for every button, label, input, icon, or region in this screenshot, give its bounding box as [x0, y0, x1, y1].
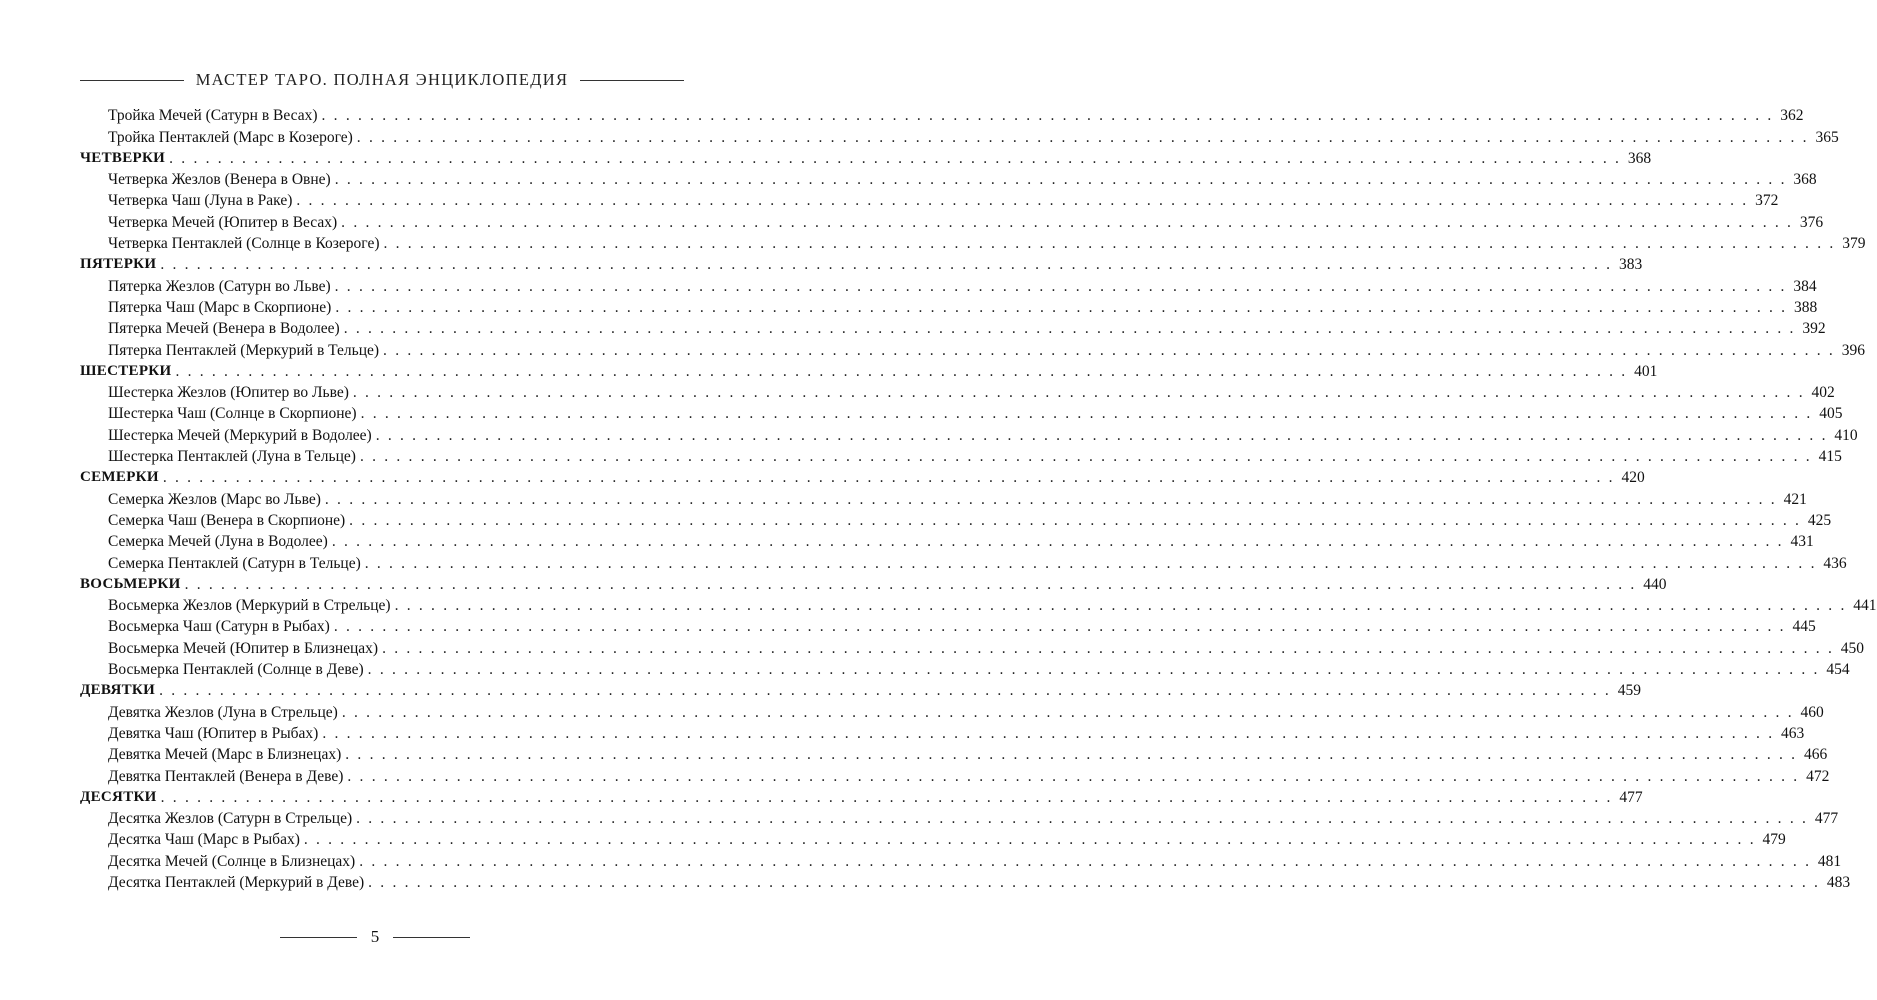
toc-page-number: 401: [1634, 362, 1658, 380]
toc-entry-title: Восьмерка Жезлов (Меркурий в Стрельце): [108, 597, 391, 615]
toc-section-heading: [80, 466, 1645, 487]
toc-entry-title: Четверка Мечей (Юпитер в Весах): [108, 213, 338, 231]
toc-page-number: 472: [1806, 767, 1830, 785]
toc-entry-title: ЧЕТВЕРКИ: [80, 149, 166, 166]
toc-page-number: 384: [1793, 277, 1817, 295]
toc-page-number: 454: [1826, 661, 1850, 679]
dot-leader: . . . . . . . . . . . . . . . . . . . . . . . . . . . . . . . . . . . . . . . . . . . . . . . . . . . . . . . . . . . . . . . . . . . . . . . . . . . . . . . . . . . . . . . . . . . . . . . . . . . . . . . . . . . . . . . . . . . . . . . .: [352, 384, 1805, 402]
toc-page-number: 365: [1815, 128, 1839, 146]
toc-page-number: 362: [1780, 107, 1804, 125]
toc-entry-title: Десятка Жезлов (Сатурн в Стрельце): [108, 810, 353, 828]
toc-entry-title: Девятка Жезлов (Луна в Стрельце): [108, 703, 338, 721]
dot-leader: . . . . . . . . . . . . . . . . . . . . . . . . . . . . . . . . . . . . . . . . . . . . . . . . . . . . . . . . . . . . . . . . . . . . . . . . . . . . . . . . . . . . . . . . . . . . . . . . . . . . . . . . . . . . . . . . . . . . . . . .: [382, 639, 1835, 657]
toc-page-number: 376: [1799, 213, 1824, 231]
toc-entry: [80, 743, 1828, 764]
dot-leader: . . . . . . . . . . . . . . . . . . . . . . . . . . . . . . . . . . . . . . . . . . . . . . . . . . . . . . . . . . . . . . . . . . . . . . . . . . . . . . . . . . . . . . . . . . . . . . . . . . . . . . . . . . . . . . . . . . . . . . . .: [360, 405, 1813, 423]
toc-entry: [80, 274, 1817, 295]
toc-entry-title: Четверка Жезлов (Венера в Овне): [108, 171, 331, 189]
toc-page-number: 445: [1792, 618, 1816, 636]
footer-rule-right: [393, 937, 470, 938]
toc-entry: [80, 551, 1847, 572]
toc-page-number: 392: [1802, 320, 1826, 338]
toc-page-number: 460: [1800, 703, 1824, 721]
toc-entry-title: Девятка Мечей (Марс в Близнецах): [108, 746, 342, 764]
dot-leader: . . . . . . . . . . . . . . . . . . . . . . . . . . . . . . . . . . . . . . . . . . . . . . . . . . . . . . . . . . . . . . . . . . . . . . . . . . . . . . . . . . . . . . . . . . . . . . . . . . . . . . . . . . . . . . . . . . . . . . . .: [359, 852, 1812, 870]
header-rule-left: [80, 80, 184, 81]
dot-leader: . . . . . . . . . . . . . . . . . . . . . . . . . . . . . . . . . . . . . . . . . . . . . . . . . . . . . . . . . . . . . . . . . . . . . . . . . . . . . . . . . . . . . . . . . . . . . . . . . . . . . . . . . . . . . . . . . . . . . . . .: [333, 618, 1786, 636]
dot-leader: . . . . . . . . . . . . . . . . . . . . . . . . . . . . . . . . . . . . . . . . . . . . . . . . . . . . . . . . . . . . . . . . . . . . . . . . . . . . . . . . . . . . . . . . . . . . . . . . . . . . . . . . . . . . . . . . . . . . . . . .: [160, 256, 1613, 274]
page-number: 5: [370, 927, 380, 946]
footer-rule-left: [280, 937, 357, 938]
toc-entry-title: Шестерка Жезлов (Юпитер во Льве): [108, 384, 349, 402]
toc-entry: [80, 509, 1832, 530]
table-of-contents: [80, 104, 1877, 892]
dot-leader: . . . . . . . . . . . . . . . . . . . . . . . . . . . . . . . . . . . . . . . . . . . . . . . . . . . . . . . . . . . . . . . . . . . . . . . . . . . . . . . . . . . . . . . . . . . . . . . . . . . . . . . . . . . . . . . . . . . . . . . .: [184, 575, 1637, 593]
dot-leader: . . . . . . . . . . . . . . . . . . . . . . . . . . . . . . . . . . . . . . . . . . . . . . . . . . . . . . . . . . . . . . . . . . . . . . . . . . . . . . . . . . . . . . . . . . . . . . . . . . . . . . . . . . . . . . . . . . . . . . . .: [368, 873, 1821, 891]
toc-entry-title: Тройка Мечей (Сатурн в Весах): [108, 107, 318, 125]
toc-entry: [80, 700, 1824, 721]
dot-leader: . . . . . . . . . . . . . . . . . . . . . . . . . . . . . . . . . . . . . . . . . . . . . . . . . . . . . . . . . . . . . . . . . . . . . . . . . . . . . . . . . . . . . . . . . . . . . . . . . . . . . . . . . . . . . . . . . . . . . . . .: [334, 171, 1787, 189]
dot-leader: . . . . . . . . . . . . . . . . . . . . . . . . . . . . . . . . . . . . . . . . . . . . . . . . . . . . . . . . . . . . . . . . . . . . . . . . . . . . . . . . . . . . . . . . . . . . . . . . . . . . . . . . . . . . . . . . . . . . . . . .: [383, 341, 1835, 359]
dot-leader: . . . . . . . . . . . . . . . . . . . . . . . . . . . . . . . . . . . . . . . . . . . . . . . . . . . . . . . . . . . . . . . . . . . . . . . . . . . . . . . . . . . . . . . . . . . . . . . . . . . . . . . . . . . . . . . . . . . . . . . .: [160, 788, 1613, 806]
toc-entry-title: Семерка Жезлов (Марс во Льве): [108, 490, 321, 508]
toc-entry: [80, 381, 1835, 402]
dot-leader: . . . . . . . . . . . . . . . . . . . . . . . . . . . . . . . . . . . . . . . . . . . . . . . . . . . . . . . . . . . . . . . . . . . . . . . . . . . . . . . . . . . . . . . . . . . . . . . . . . . . . . . . . . . . . . . . . . . . . . . .: [169, 149, 1622, 167]
dot-leader: . . . . . . . . . . . . . . . . . . . . . . . . . . . . . . . . . . . . . . . . . . . . . . . . . . . . . . . . . . . . . . . . . . . . . . . . . . . . . . . . . . . . . . . . . . . . . . . . . . . . . . . . . . . . . . . . . . . . . . . .: [347, 767, 1800, 785]
dot-leader: . . . . . . . . . . . . . . . . . . . . . . . . . . . . . . . . . . . . . . . . . . . . . . . . . . . . . . . . . . . . . . . . . . . . . . . . . . . . . . . . . . . . . . . . . . . . . . . . . . . . . . . . . . . . . . . . . . . . . . . .: [334, 277, 1787, 295]
toc-page-number: 466: [1803, 746, 1828, 764]
dot-leader: . . . . . . . . . . . . . . . . . . . . . . . . . . . . . . . . . . . . . . . . . . . . . . . . . . . . . . . . . . . . . . . . . . . . . . . . . . . . . . . . . . . . . . . . . . . . . . . . . . . . . . . . . . . . . . . . . . . . . . . .: [359, 448, 1812, 466]
toc-entry: [80, 296, 1818, 317]
dot-leader: . . . . . . . . . . . . . . . . . . . . . . . . . . . . . . . . . . . . . . . . . . . . . . . . . . . . . . . . . . . . . . . . . . . . . . . . . . . . . . . . . . . . . . . . . . . . . . . . . . . . . . . . . . . . . . . . . . . . . . . .: [341, 213, 1794, 231]
toc-entry: [80, 338, 1865, 359]
toc-entry-title: Восьмерка Чаш (Сатурн в Рыбах): [108, 618, 330, 636]
toc-entry-title: Десятка Пентаклей (Меркурий в Деве): [108, 873, 365, 891]
toc-page-number: 415: [1818, 448, 1842, 466]
toc-section-heading: [80, 573, 1667, 594]
toc-entry: [80, 530, 1814, 551]
toc-entry: [80, 615, 1816, 636]
toc-entry-title: Десятка Мечей (Солнце в Близнецах): [108, 852, 356, 870]
toc-entry: [80, 168, 1817, 189]
dot-leader: . . . . . . . . . . . . . . . . . . . . . . . . . . . . . . . . . . . . . . . . . . . . . . . . . . . . . . . . . . . . . . . . . . . . . . . . . . . . . . . . . . . . . . . . . . . . . . . . . . . . . . . . . . . . . . . . . . . . . . . .: [159, 682, 1612, 700]
toc-entry-title: Десятка Чаш (Марс в Рыбах): [108, 831, 300, 849]
toc-entry: [80, 828, 1786, 849]
header-rule-right: [580, 80, 684, 81]
dot-leader: . . . . . . . . . . . . . . . . . . . . . . . . . . . . . . . . . . . . . . . . . . . . . . . . . . . . . . . . . . . . . . . . . . . . . . . . . . . . . . . . . . . . . . . . . . . . . . . . . . . . . . . . . . . . . . . . . . . . . . . .: [303, 831, 1756, 849]
toc-section-heading: [80, 679, 1642, 700]
toc-page-number: 441: [1853, 597, 1877, 615]
toc-entry: [80, 210, 1824, 231]
running-header-title: МАСТЕР ТАРО. ПОЛНАЯ ЭНЦИКЛОПЕДИЯ: [195, 70, 569, 89]
toc-page-number: 477: [1619, 788, 1643, 806]
toc-entry: [80, 125, 1839, 146]
dot-leader: . . . . . . . . . . . . . . . . . . . . . . . . . . . . . . . . . . . . . . . . . . . . . . . . . . . . . . . . . . . . . . . . . . . . . . . . . . . . . . . . . . . . . . . . . . . . . . . . . . . . . . . . . . . . . . . . . . . . . . . .: [356, 128, 1809, 146]
toc-entry: [80, 487, 1807, 508]
toc-page-number: 483: [1826, 873, 1851, 891]
toc-page-number: 372: [1755, 192, 1779, 210]
toc-entry-title: Семерка Пентаклей (Сатурн в Тельце): [108, 554, 361, 572]
toc-page-number: 463: [1781, 724, 1805, 742]
toc-page-number: 402: [1811, 384, 1835, 402]
toc-entry-title: Пятерка Мечей (Венера в Водолее): [108, 320, 340, 338]
toc-entry: [80, 423, 1858, 444]
dot-leader: . . . . . . . . . . . . . . . . . . . . . . . . . . . . . . . . . . . . . . . . . . . . . . . . . . . . . . . . . . . . . . . . . . . . . . . . . . . . . . . . . . . . . . . . . . . . . . . . . . . . . . . . . . . . . . . . . . . . . . . .: [321, 107, 1774, 125]
dot-leader: . . . . . . . . . . . . . . . . . . . . . . . . . . . . . . . . . . . . . . . . . . . . . . . . . . . . . . . . . . . . . . . . . . . . . . . . . . . . . . . . . . . . . . . . . . . . . . . . . . . . . . . . . . . . . . . . . . . . . . . .: [162, 469, 1615, 487]
toc-entry-title: Пятерка Пентаклей (Меркурий в Тельце): [108, 341, 380, 359]
toc-section-heading: [80, 786, 1643, 807]
toc-entry: [80, 594, 1877, 615]
toc-entry-title: Восьмерка Пентаклей (Солнце в Деве): [108, 661, 364, 679]
toc-entry: [80, 807, 1839, 828]
toc-page-number: 477: [1814, 810, 1839, 828]
toc-entry-title: Шестерка Пентаклей (Луна в Тельце): [108, 448, 356, 466]
toc-page-number: 436: [1823, 554, 1847, 572]
toc-page-number: 425: [1807, 511, 1832, 529]
dot-leader: . . . . . . . . . . . . . . . . . . . . . . . . . . . . . . . . . . . . . . . . . . . . . . . . . . . . . . . . . . . . . . . . . . . . . . . . . . . . . . . . . . . . . . . . . . . . . . . . . . . . . . . . . . . . . . . . . . . . . . . .: [296, 192, 1749, 210]
toc-entry: [80, 764, 1830, 785]
dot-leader: . . . . . . . . . . . . . . . . . . . . . . . . . . . . . . . . . . . . . . . . . . . . . . . . . . . . . . . . . . . . . . . . . . . . . . . . . . . . . . . . . . . . . . . . . . . . . . . . . . . . . . . . . . . . . . . . . . . . . . . .: [349, 511, 1802, 529]
toc-entry-title: ДЕСЯТКИ: [80, 788, 157, 805]
toc-page-number: 388: [1794, 298, 1818, 316]
toc-page-number: 379: [1842, 235, 1866, 253]
toc-entry-title: Четверка Пентаклей (Солнце в Козероге): [108, 235, 380, 253]
toc-entry-title: Шестерка Чаш (Солнце в Скорпионе): [108, 405, 357, 423]
toc-entry-title: Девятка Пентаклей (Венера в Деве): [108, 767, 344, 785]
page-footer: [280, 926, 470, 948]
toc-section-heading: [80, 360, 1658, 381]
toc-entry-title: СЕМЕРКИ: [80, 469, 159, 486]
dot-leader: . . . . . . . . . . . . . . . . . . . . . . . . . . . . . . . . . . . . . . . . . . . . . . . . . . . . . . . . . . . . . . . . . . . . . . . . . . . . . . . . . . . . . . . . . . . . . . . . . . . . . . . . . . . . . . . . . . . . . . . .: [343, 320, 1796, 338]
toc-entry-title: ДЕВЯТКИ: [80, 682, 156, 699]
toc-page-number: 420: [1621, 469, 1645, 487]
toc-page-number: 368: [1627, 149, 1652, 167]
dot-leader: . . . . . . . . . . . . . . . . . . . . . . . . . . . . . . . . . . . . . . . . . . . . . . . . . . . . . . . . . . . . . . . . . . . . . . . . . . . . . . . . . . . . . . . . . . . . . . . . . . . . . . . . . . . . . . . . . . . . . . . .: [335, 298, 1788, 316]
dot-leader: . . . . . . . . . . . . . . . . . . . . . . . . . . . . . . . . . . . . . . . . . . . . . . . . . . . . . . . . . . . . . . . . . . . . . . . . . . . . . . . . . . . . . . . . . . . . . . . . . . . . . . . . . . . . . . . . . . . . . . . .: [175, 362, 1628, 380]
toc-entry-title: Тройка Пентаклей (Марс в Козероге): [108, 128, 353, 146]
dot-leader: . . . . . . . . . . . . . . . . . . . . . . . . . . . . . . . . . . . . . . . . . . . . . . . . . . . . . . . . . . . . . . . . . . . . . . . . . . . . . . . . . . . . . . . . . . . . . . . . . . . . . . . . . . . . . . . . . . . . . . . .: [324, 490, 1777, 508]
toc-entry-title: Девятка Чаш (Юпитер в Рыбах): [108, 724, 319, 742]
toc-entry: [80, 189, 1779, 210]
toc-entry-title: ВОСЬМЕРКИ: [80, 575, 181, 592]
dot-leader: . . . . . . . . . . . . . . . . . . . . . . . . . . . . . . . . . . . . . . . . . . . . . . . . . . . . . . . . . . . . . . . . . . . . . . . . . . . . . . . . . . . . . . . . . . . . . . . . . . . . . . . . . . . . . . . . . . . . . . . .: [356, 810, 1809, 828]
toc-entry-title: Семерка Мечей (Луна в Водолее): [108, 533, 328, 551]
toc-page-number: 405: [1819, 405, 1843, 423]
toc-page-number: 421: [1783, 490, 1807, 508]
dot-leader: . . . . . . . . . . . . . . . . . . . . . . . . . . . . . . . . . . . . . . . . . . . . . . . . . . . . . . . . . . . . . . . . . . . . . . . . . . . . . . . . . . . . . . . . . . . . . . . . . . . . . . . . . . . . . . . . . . . . . . . .: [364, 554, 1817, 572]
toc-page-number: 479: [1762, 831, 1786, 849]
toc-entry: [80, 402, 1843, 423]
toc-entry: [80, 232, 1866, 253]
toc-page-number: 396: [1841, 341, 1865, 359]
toc-entry: [80, 871, 1851, 892]
toc-page-number: 410: [1834, 426, 1858, 444]
dot-leader: . . . . . . . . . . . . . . . . . . . . . . . . . . . . . . . . . . . . . . . . . . . . . . . . . . . . . . . . . . . . . . . . . . . . . . . . . . . . . . . . . . . . . . . . . . . . . . . . . . . . . . . . . . . . . . . . . . . . . . . .: [345, 746, 1798, 764]
toc-entry-title: ПЯТЕРКИ: [80, 256, 157, 273]
toc-entry: [80, 658, 1850, 679]
toc-entry: [80, 849, 1842, 870]
toc-page-number: 440: [1643, 575, 1667, 593]
running-header: [80, 68, 684, 92]
dot-leader: . . . . . . . . . . . . . . . . . . . . . . . . . . . . . . . . . . . . . . . . . . . . . . . . . . . . . . . . . . . . . . . . . . . . . . . . . . . . . . . . . . . . . . . . . . . . . . . . . . . . . . . . . . . . . . . . . . . . . . . .: [322, 724, 1775, 742]
toc-page-number: 459: [1617, 682, 1642, 700]
dot-leader: . . . . . . . . . . . . . . . . . . . . . . . . . . . . . . . . . . . . . . . . . . . . . . . . . . . . . . . . . . . . . . . . . . . . . . . . . . . . . . . . . . . . . . . . . . . . . . . . . . . . . . . . . . . . . . . . . . . . . . . .: [375, 426, 1828, 444]
toc-entry-title: Семерка Чаш (Венера в Скорпионе): [108, 511, 346, 529]
dot-leader: . . . . . . . . . . . . . . . . . . . . . . . . . . . . . . . . . . . . . . . . . . . . . . . . . . . . . . . . . . . . . . . . . . . . . . . . . . . . . . . . . . . . . . . . . . . . . . . . . . . . . . . . . . . . . . . . . . . . . . . .: [331, 533, 1784, 551]
toc-entry: [80, 722, 1805, 743]
toc-entry: [80, 636, 1865, 657]
toc-entry-title: Восьмерка Мечей (Юпитер в Близнецах): [108, 639, 379, 657]
dot-leader: . . . . . . . . . . . . . . . . . . . . . . . . . . . . . . . . . . . . . . . . . . . . . . . . . . . . . . . . . . . . . . . . . . . . . . . . . . . . . . . . . . . . . . . . . . . . . . . . . . . . . . . . . . . . . . . . . . . . . . . .: [341, 703, 1794, 721]
dot-leader: . . . . . . . . . . . . . . . . . . . . . . . . . . . . . . . . . . . . . . . . . . . . . . . . . . . . . . . . . . . . . . . . . . . . . . . . . . . . . . . . . . . . . . . . . . . . . . . . . . . . . . . . . . . . . . . . . . . . . . . .: [367, 661, 1820, 679]
toc-page-number: 481: [1817, 852, 1842, 870]
toc-section-heading: [80, 253, 1643, 274]
toc-entry-title: Четверка Чаш (Луна в Раке): [108, 192, 293, 210]
toc-entry-title: ШЕСТЕРКИ: [80, 362, 172, 379]
toc-entry: [80, 317, 1826, 338]
dot-leader: . . . . . . . . . . . . . . . . . . . . . . . . . . . . . . . . . . . . . . . . . . . . . . . . . . . . . . . . . . . . . . . . . . . . . . . . . . . . . . . . . . . . . . . . . . . . . . . . . . . . . . . . . . . . . . . . . . . . . . . .: [394, 597, 1847, 615]
toc-section-heading: [80, 147, 1652, 168]
toc-page-number: 450: [1840, 639, 1865, 657]
toc-entry: [80, 445, 1842, 466]
toc-page-number: 368: [1793, 171, 1817, 189]
toc-entry-title: Пятерка Чаш (Марс в Скорпионе): [108, 298, 332, 316]
toc-entry-title: Шестерка Мечей (Меркурий в Водолее): [108, 426, 372, 444]
toc-page-number: 383: [1619, 256, 1643, 274]
toc-page-number: 431: [1790, 533, 1814, 551]
toc-entry-title: Пятерка Жезлов (Сатурн во Льве): [108, 277, 331, 295]
dot-leader: . . . . . . . . . . . . . . . . . . . . . . . . . . . . . . . . . . . . . . . . . . . . . . . . . . . . . . . . . . . . . . . . . . . . . . . . . . . . . . . . . . . . . . . . . . . . . . . . . . . . . . . . . . . . . . . . . . . . . . . .: [383, 235, 1836, 253]
toc-entry: [80, 104, 1804, 125]
